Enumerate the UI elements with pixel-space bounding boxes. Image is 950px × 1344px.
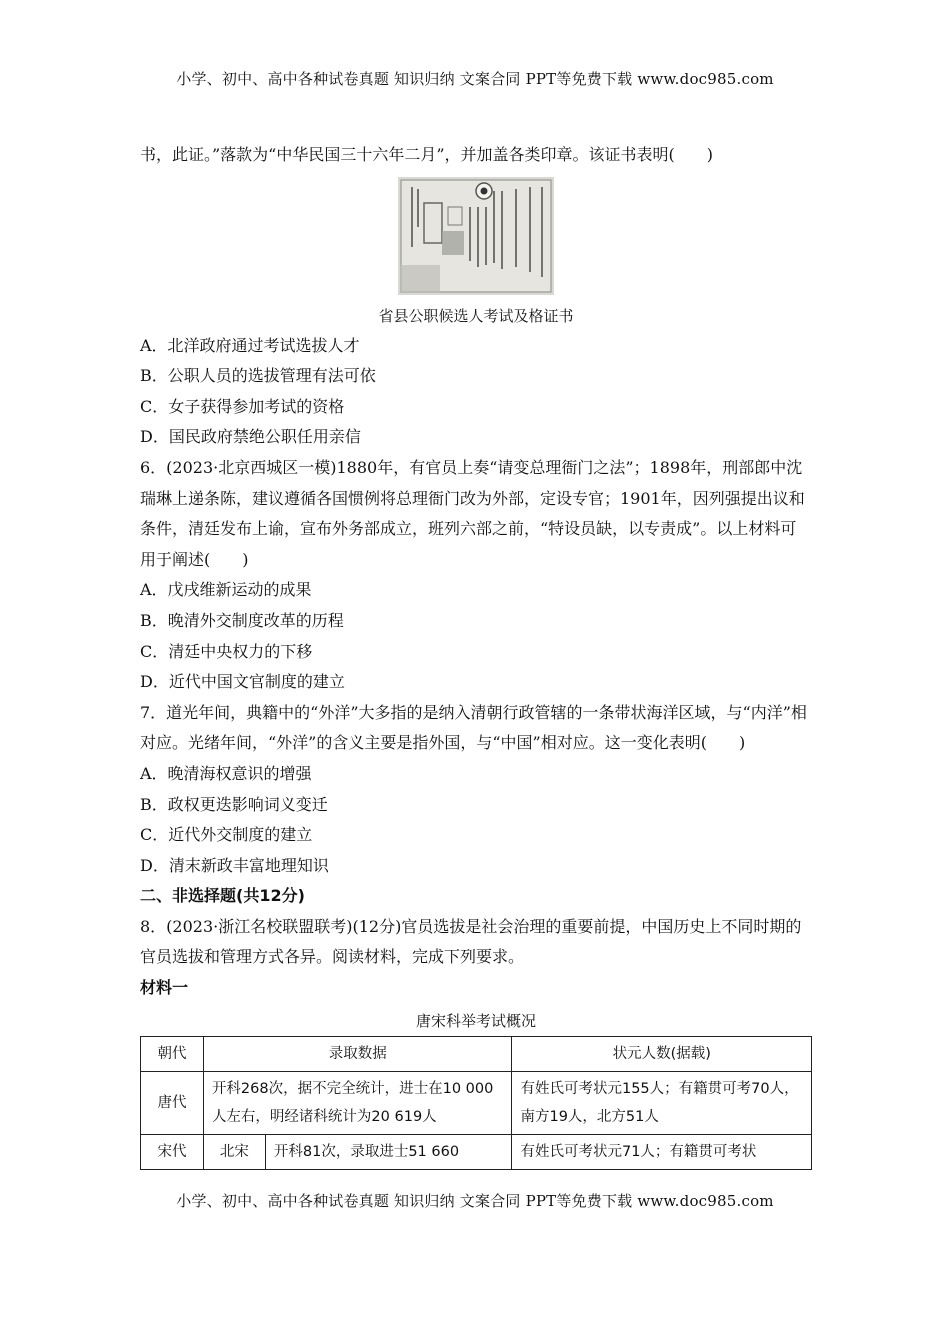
cell-subperiod: 北宋 [203, 1134, 265, 1169]
certificate-caption: 省县公职候选人考试及格证书 [378, 306, 574, 325]
cell-dynasty: 宋代 [141, 1134, 204, 1169]
page-header: 小学、初中、高中各种试卷真题 知识归纳 文案合同 PPT等免费下载 www.doc985.com [176, 70, 774, 88]
q8-stem: 8．(2023·浙江名校联盟联考)(12分)官员选拔是社会治理的重要前提，中国历史上不同时期的官员选拔和管理方式各异。阅读材料，完成下列要求。 [140, 916, 802, 967]
q5-intro: 书，此证。”落款为“中华民国三十六年二月”，并加盖各类印章。该证书表明( ) [140, 145, 714, 164]
table-title: 唐宋科举考试概况 [415, 1011, 536, 1030]
q7-stem: 7．道光年间，典籍中的“外洋”大多指的是纳入清朝行政管辖的一条带状海洋区域，与“内洋”相对应。光绪年间，“外洋”的含义主要是指外国，与“中国”相对应。这一变化表明( ) [140, 702, 807, 753]
cell-dynasty: 唐代 [141, 1071, 204, 1134]
q5-option-d: D．国民政府禁绝公职任用亲信 [140, 427, 361, 447]
table-row [141, 1134, 812, 1169]
page-footer: 小学、初中、高中各种试卷真题 知识归纳 文案合同 PPT等免费下载 www.doc985.com [176, 1192, 774, 1210]
q7-option-d: D．清末新政丰富地理知识 [140, 855, 329, 875]
q7-option-b: B．政权更迭影响词义变迁 [140, 794, 328, 814]
q6-option-c: C．清廷中央权力的下移 [140, 641, 313, 661]
cell-zhuangyuan: 有姓氏可考状元155人；有籍贯可考70人，南方19人，北方51人 [512, 1071, 812, 1134]
certificate-figure [140, 177, 812, 331]
table-header-row [141, 1036, 812, 1071]
q5-option-c: C．女子获得参加考试的资格 [140, 396, 345, 416]
cell-zhuangyuan: 有姓氏可考状元71人；有籍贯可考状 [512, 1134, 812, 1169]
cell-data: 开科268次，据不完全统计，进士在10 000人左右，明经诸科统计为20 619人 [203, 1071, 512, 1134]
section-heading: 二、非选择题(共12分) [140, 886, 305, 906]
q7-option-c: C．近代外交制度的建立 [140, 825, 313, 845]
q6-option-d: D．近代中国文官制度的建立 [140, 672, 345, 692]
q5-option-a: A．北洋政府通过考试选拔人才 [140, 335, 360, 355]
q7-option-a: A．晚清海权意识的增强 [140, 763, 312, 783]
cell-data: 开科81次，录取进士51 660 [265, 1134, 512, 1169]
material-label: 材料一 [140, 978, 189, 998]
q6-stem: 6．(2023·北京西城区一模)1880年，有官员上奏“请变总理衙门之法”；1898年，刑部郎中沈瑞琳上递条陈，建议遵循各国惯例将总理衙门改为外部，定设专官；1901年，因列强提出议和条件，清廷发布上谕，宣布外务部成立，班列六部之前，“特设员缺，以专责成”。以上材料可用于阐述( ) [140, 457, 805, 569]
header-zhuangyuan: 状元人数(据载) [512, 1036, 812, 1071]
header-data: 录取数据 [203, 1036, 512, 1071]
document-body [140, 140, 812, 1170]
exam-table [140, 1036, 812, 1170]
q5-option-b: B．公职人员的选拔管理有法可依 [140, 366, 376, 386]
certificate-image [398, 177, 554, 295]
q6-option-b: B．晚清外交制度改革的历程 [140, 610, 344, 630]
header-dynasty: 朝代 [141, 1036, 204, 1071]
q6-option-a: A．戊戌维新运动的成果 [140, 580, 312, 600]
table-row [141, 1071, 812, 1134]
